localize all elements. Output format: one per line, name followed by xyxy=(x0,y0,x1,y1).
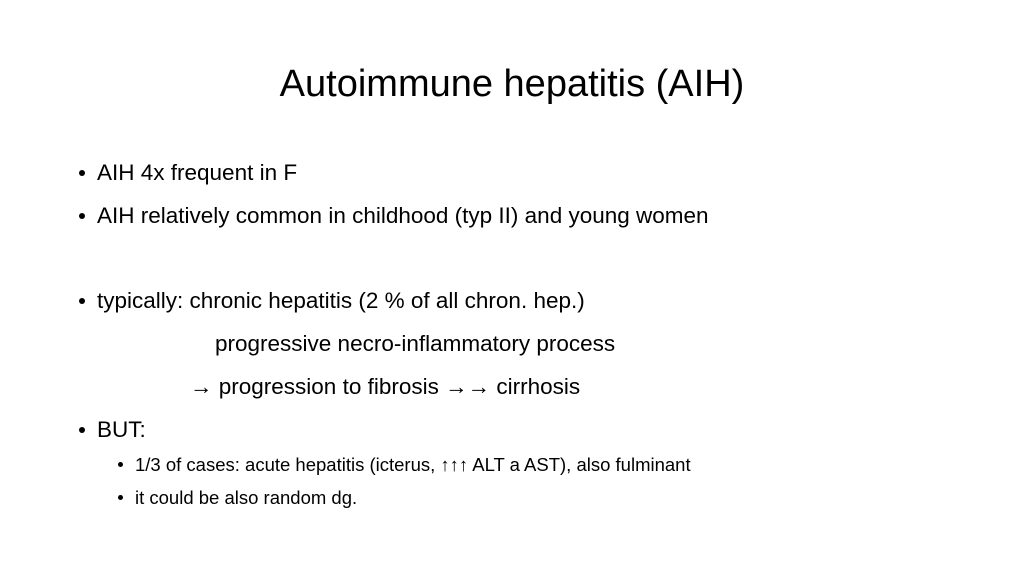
bullet-icon xyxy=(79,298,85,304)
sub-bullet-text-random: it could be also random dg. xyxy=(135,487,358,508)
sub-bullet-icon xyxy=(118,495,123,500)
bullet-icon xyxy=(79,213,85,219)
bullet-text-frequency: AIH 4x frequent in F xyxy=(97,160,298,185)
continuation-text-progression: → progression to fibrosis →→ cirrhosis xyxy=(190,374,581,399)
continuation-text-necro-inflammatory: progressive necro-inflammatory process xyxy=(215,331,616,356)
bullet-text-childhood: AIH relatively common in childhood (typ II) and young women xyxy=(97,203,709,228)
sub-bullet-icon xyxy=(118,462,123,467)
bullet-icon xyxy=(79,170,85,176)
bullet-text-but: BUT: xyxy=(97,417,146,442)
bullet-icon xyxy=(79,427,85,433)
slide-title: Autoimmune hepatitis (AIH) xyxy=(279,63,745,105)
bullet-text-typically: typically: chronic hepatitis (2 % of all chron. hep.) xyxy=(97,288,585,313)
sub-bullet-text-acute: 1/3 of cases: acute hepatitis (icterus, ↑↑↑ ALT a AST), also fulminant xyxy=(135,454,691,475)
